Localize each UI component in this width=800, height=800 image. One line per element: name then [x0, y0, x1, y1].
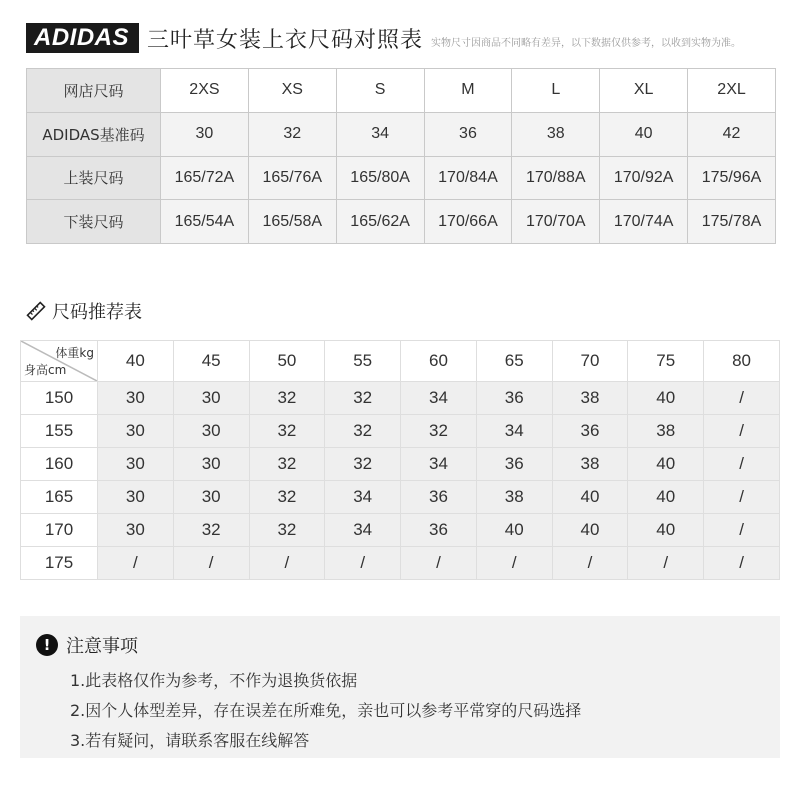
size-table-cell: 42 — [688, 112, 776, 156]
recommend-cell: 36 — [476, 382, 552, 415]
recommend-cell: 40 — [552, 481, 628, 514]
header — [26, 22, 741, 54]
weight-header-cell: 80 — [704, 341, 780, 382]
recommend-cell: 30 — [173, 382, 249, 415]
recommend-cell: 40 — [628, 481, 704, 514]
recommend-row — [21, 481, 780, 514]
recommend-row — [21, 448, 780, 481]
recommend-cell: 32 — [249, 514, 325, 547]
recommend-cell: 32 — [325, 448, 401, 481]
recommend-section-header — [26, 298, 142, 324]
recommend-row — [21, 514, 780, 547]
recommend-cell: 36 — [401, 481, 477, 514]
recommend-cell: 34 — [476, 415, 552, 448]
recommend-cell: / — [704, 382, 780, 415]
size-table-cell: 165/80A — [336, 156, 424, 200]
recommend-cell: 32 — [249, 448, 325, 481]
size-table-cell: L — [512, 69, 600, 113]
size-table-cell: M — [424, 69, 512, 113]
weight-header-cell: 40 — [98, 341, 174, 382]
size-table-cell: 165/76A — [248, 156, 336, 200]
size-table-cell: S — [336, 69, 424, 113]
size-table-cell: XL — [600, 69, 688, 113]
size-table-row — [27, 200, 776, 244]
size-table-cell: 36 — [424, 112, 512, 156]
corner-weight-label: 体重kg — [55, 346, 94, 360]
recommend-cell: 40 — [628, 514, 704, 547]
size-table-cell: 34 — [336, 112, 424, 156]
size-table-cell: 38 — [512, 112, 600, 156]
notes-list — [70, 666, 581, 756]
size-table-cell: 2XL — [688, 69, 776, 113]
size-table-cell: 170/88A — [512, 156, 600, 200]
recommend-cell: / — [173, 547, 249, 580]
size-table-cell: 2XS — [161, 69, 249, 113]
recommend-cell: 40 — [552, 514, 628, 547]
size-table-row-label: ADIDAS基准码 — [27, 112, 161, 156]
recommend-cell: / — [704, 448, 780, 481]
recommend-cell: / — [704, 481, 780, 514]
recommend-cell: 40 — [476, 514, 552, 547]
recommend-cell: / — [98, 547, 174, 580]
recommend-cell: 36 — [401, 514, 477, 547]
recommend-cell: / — [401, 547, 477, 580]
recommend-cell: 40 — [628, 382, 704, 415]
recommend-cell: 38 — [552, 382, 628, 415]
recommend-cell: / — [476, 547, 552, 580]
height-row-header: 155 — [21, 415, 98, 448]
height-row-header: 150 — [21, 382, 98, 415]
recommend-cell: / — [249, 547, 325, 580]
note-item: 1.此表格仅作为参考，不作为退换货依据 — [70, 671, 358, 690]
recommend-cell: 36 — [476, 448, 552, 481]
recommend-corner-cell — [21, 341, 98, 382]
weight-header-cell: 75 — [628, 341, 704, 382]
corner-height-label: 身高cm — [24, 363, 67, 377]
recommend-cell: 30 — [98, 448, 174, 481]
height-row-header: 165 — [21, 481, 98, 514]
recommend-cell: / — [552, 547, 628, 580]
size-table-row — [27, 69, 776, 113]
size-table-cell: 165/54A — [161, 200, 249, 244]
height-row-header: 175 — [21, 547, 98, 580]
size-table-cell: 165/72A — [161, 156, 249, 200]
height-row-header: 170 — [21, 514, 98, 547]
recommend-cell: 32 — [325, 415, 401, 448]
recommend-cell: 32 — [249, 481, 325, 514]
size-recommend-table — [20, 340, 780, 580]
recommend-cell: 34 — [325, 481, 401, 514]
weight-header-cell: 45 — [173, 341, 249, 382]
weight-header-cell: 55 — [325, 341, 401, 382]
size-table-cell: 30 — [161, 112, 249, 156]
recommend-cell: / — [628, 547, 704, 580]
recommend-cell: 30 — [173, 448, 249, 481]
recommend-header-row — [21, 341, 780, 382]
recommend-cell: 34 — [401, 448, 477, 481]
weight-header-cell: 60 — [401, 341, 477, 382]
size-table-cell: 170/74A — [600, 200, 688, 244]
recommend-cell: 30 — [173, 415, 249, 448]
recommend-cell: 32 — [325, 382, 401, 415]
size-table-cell: 40 — [600, 112, 688, 156]
recommend-cell: 32 — [401, 415, 477, 448]
weight-header-cell: 65 — [476, 341, 552, 382]
size-table-row-label: 上装尺码 — [27, 156, 161, 200]
height-row-header: 160 — [21, 448, 98, 481]
recommend-cell: / — [704, 547, 780, 580]
size-table-cell: 175/96A — [688, 156, 776, 200]
brand-logo: ADIDAS — [26, 23, 139, 53]
size-table-row — [27, 156, 776, 200]
recommend-row — [21, 382, 780, 415]
disclaimer-note: 实物尺寸因商品不同略有差异，以下数据仅供参考，以收到实物为准。 — [431, 37, 742, 49]
notes-panel — [20, 616, 780, 758]
note-item: 2.因个人体型差异，存在误差在所难免，亲也可以参考平常穿的尺码选择 — [70, 701, 582, 720]
recommend-cell: 32 — [173, 514, 249, 547]
recommend-section-title: 尺码推荐表 — [52, 302, 142, 323]
recommend-cell: 30 — [98, 415, 174, 448]
notes-header — [36, 632, 138, 658]
size-table-cell: 170/66A — [424, 200, 512, 244]
size-table-cell: 170/92A — [600, 156, 688, 200]
size-table-cell: 170/84A — [424, 156, 512, 200]
ruler-pencil-icon — [26, 301, 46, 321]
recommend-cell: 32 — [249, 415, 325, 448]
size-table-cell: 175/78A — [688, 200, 776, 244]
recommend-row — [21, 547, 780, 580]
page-title: 三叶草女装上衣尺码对照表 — [147, 27, 424, 53]
weight-header-cell: 50 — [249, 341, 325, 382]
recommend-cell: 34 — [401, 382, 477, 415]
recommend-cell: 40 — [628, 448, 704, 481]
recommend-cell: 38 — [628, 415, 704, 448]
recommend-cell: 30 — [98, 481, 174, 514]
exclamation-circle-icon: ! — [36, 634, 58, 656]
size-conversion-table — [26, 68, 776, 244]
size-table-cell: XS — [248, 69, 336, 113]
recommend-cell: 30 — [173, 481, 249, 514]
recommend-cell: 30 — [98, 514, 174, 547]
notes-title: 注意事项 — [66, 636, 138, 657]
note-item: 3.若有疑问，请联系客服在线解答 — [70, 731, 310, 750]
size-table-cell: 165/62A — [336, 200, 424, 244]
size-table-cell: 165/58A — [248, 200, 336, 244]
recommend-cell: 34 — [325, 514, 401, 547]
weight-header-cell: 70 — [552, 341, 628, 382]
size-table-row — [27, 112, 776, 156]
size-table-row-label: 网店尺码 — [27, 69, 161, 113]
size-table-row-label: 下装尺码 — [27, 200, 161, 244]
recommend-cell: 38 — [476, 481, 552, 514]
recommend-cell: 32 — [249, 382, 325, 415]
recommend-row — [21, 415, 780, 448]
recommend-cell: 36 — [552, 415, 628, 448]
recommend-cell: 30 — [98, 382, 174, 415]
recommend-cell: / — [704, 415, 780, 448]
recommend-cell: / — [704, 514, 780, 547]
recommend-cell: 38 — [552, 448, 628, 481]
size-table-cell: 32 — [248, 112, 336, 156]
size-table-cell: 170/70A — [512, 200, 600, 244]
recommend-cell: / — [325, 547, 401, 580]
